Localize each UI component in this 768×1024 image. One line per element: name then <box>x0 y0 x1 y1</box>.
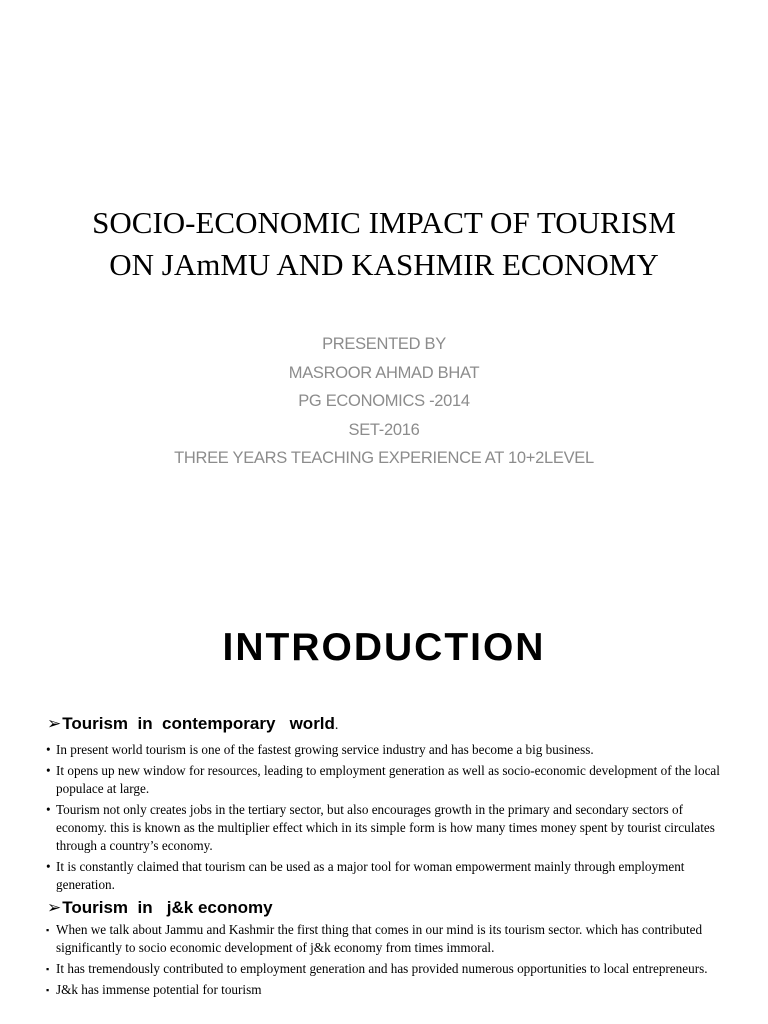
square-bullet-icon: ▪ <box>46 964 50 974</box>
section-heading-contemporary-world <box>47 714 338 734</box>
square-bullet-icon: ▪ <box>46 985 50 995</box>
bullet-text: It has tremendously contributed to employment generation and has provided numerous opportunities to local entrepreneurs. <box>56 961 708 976</box>
presenter-info <box>0 330 768 473</box>
bullet-dot-icon: • <box>46 742 51 757</box>
presenter-line: SET-2016 <box>348 420 420 439</box>
list-item <box>46 921 736 957</box>
presenter-name: MASROOR AHMAD BHAT <box>288 363 480 382</box>
list-item <box>46 762 736 798</box>
bullet-text: When we talk about Jammu and Kashmir the first thing that comes in our mind is its tourism sector. which has contributed significantly to socio economic development of j&k economy from times immoral. <box>56 922 703 955</box>
square-bullet-icon: ▪ <box>46 925 50 935</box>
arrow-bullet-icon: ➢ <box>47 898 62 917</box>
section-title: Tourism in j&k economy <box>62 898 273 917</box>
bullet-list-contemporary-world <box>46 741 736 897</box>
title-line: SOCIO-ECONOMIC IMPACT OF TOURISM <box>92 205 676 240</box>
bullet-text: J&k has immense potential for tourism <box>56 982 262 997</box>
list-item <box>46 801 736 855</box>
introduction-slide <box>0 600 768 1024</box>
list-item <box>46 741 736 759</box>
bullet-dot-icon: • <box>46 763 51 778</box>
bullet-dot-icon: • <box>46 802 51 817</box>
bullet-text: Tourism not only creates jobs in the tertiary sector, but also encourages growth in the primary and secondary sectors of economy. this is known as the multiplier effect which in its simple form is how many times money spent by tourist circulates through a country’s economy. <box>56 802 715 853</box>
arrow-bullet-icon: ➢ <box>47 714 62 733</box>
list-item <box>46 960 736 978</box>
section-title-tail: . <box>334 718 339 733</box>
presenter-line: PG ECONOMICS -2014 <box>298 392 470 411</box>
slide-heading: INTRODUCTION <box>222 626 546 669</box>
section-title: Tourism in contemporary world <box>62 714 335 733</box>
bullet-dot-icon: • <box>46 859 51 874</box>
title-line: ON JAmMU AND KASHMIR ECONOMY <box>109 247 659 282</box>
list-item <box>46 981 736 999</box>
bullet-text: It is constantly claimed that tourism can be used as a major tool for woman empowerment mainly through employment generation. <box>56 859 685 892</box>
presenter-line: THREE YEARS TEACHING EXPERIENCE AT 10+2LEVEL <box>174 449 594 468</box>
presenter-line: PRESENTED BY <box>322 335 446 353</box>
bullet-list-jk-economy <box>46 921 736 1002</box>
presentation-title <box>0 202 768 286</box>
list-item <box>46 858 736 894</box>
bullet-text: It opens up new window for resources, leading to employment generation as well as socio-economic development of the local populace at large. <box>56 763 720 796</box>
bullet-text: In present world tourism is one of the fastest growing service industry and has become a big business. <box>56 742 594 757</box>
section-heading-jk-economy <box>47 898 273 918</box>
